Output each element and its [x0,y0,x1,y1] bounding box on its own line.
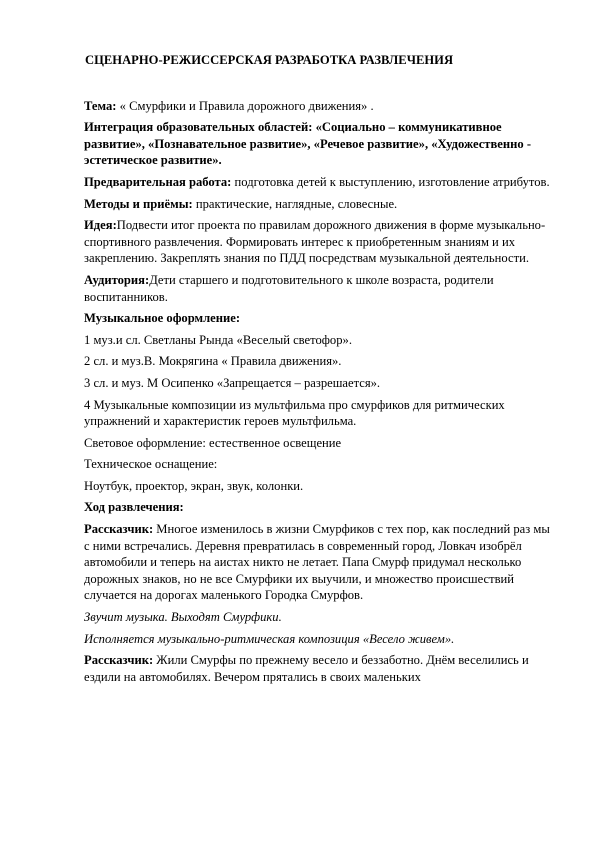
equipment-label: Техническое оснащение: [84,457,218,472]
narrator-label: Рассказчик: [84,653,154,668]
audience-value: Дети старшего и подготовительного к школе возраста, родители воспитанников. [84,272,494,304]
idea-label: Идея: [84,218,117,233]
music-item: 2 сл. и муз.В. Мокрягина « Правила движения». [84,354,342,369]
music-item: 4 Музыкальные композиции из мультфильма про смурфиков для ритмических упражнений и характеристик героев мультфильма. [84,397,505,429]
document-title: СЦЕНАРНО-РЕЖИССЕРСКАЯ РАЗРАБОТКА РАЗВЛЕЧЕНИЯ [85,53,454,67]
document-page [84,52,556,690]
integration-paragraph [84,119,556,169]
music-heading: Музыкальное оформление: [84,311,241,326]
stage-direction: Звучит музыка. Выходят Смурфики. [84,610,282,625]
integration-value: «Социально – коммуникативное развитие», «Познавательное развитие», «Речевое развитие», «Художественно - эстетическое развитие». [84,120,532,168]
preparation-value: подготовка детей к выступлению, изготовление атрибутов. [231,174,550,189]
audience-label: Аудитория: [84,272,150,287]
stage-direction: Исполняется музыкально-ритмическая композиция «Весело живем». [84,631,455,646]
narrator-text: Многое изменилось в жизни Смурфиков с тех пор, как последний раз мы с ними встречались. Деревня превратилась в современный город, Ловкач изобрёл автомобили и теперь на аистах никто не летает. Папа Смурф придумал несколько дорожных знаков, но не все Смурфики их выучили, и множество происшествий случается на дорогах маленького Городка Смурфов. [84,522,550,603]
preparation-label: Предварительная работа: [84,174,232,189]
methods-label: Методы и приёмы: [84,196,193,211]
methods-paragraph [84,196,556,213]
equipment-value: Ноутбук, проектор, экран, звук, колонки. [84,478,304,493]
theme-label: Тема: [84,98,117,113]
course-heading: Ход развлечения: [84,500,184,515]
theme-paragraph [84,98,556,115]
narrator-paragraph-1 [84,521,556,604]
music-item: 3 сл. и муз. М Осипенко «Запрещается – разрешается». [84,375,381,390]
theme-value: « Смурфики и Правила дорожного движения» . [116,98,374,113]
lighting-paragraph: Световое оформление: естественное освещение [84,435,342,450]
methods-value: практические, наглядные, словесные. [192,196,398,211]
integration-label: Интеграция образовательных областей: [84,120,313,135]
narrator-paragraph-2 [84,652,556,685]
idea-value: Подвести итог проекта по правилам дорожного движения в форме музыкально-спортивного развлечения. Формировать интерес к приобретенным знаниям и их закреплению. Закреплять знания по ПДД посредствам музыкальной деятельности. [84,218,546,266]
audience-paragraph [84,272,556,305]
narrator-label: Рассказчик: [84,522,154,537]
idea-paragraph [84,217,556,267]
narrator-text: Жили Смурфы по прежнему весело и беззаботно. Днём веселились и ездили на автомобилях. Вечером прятались в своих маленьких [84,653,529,684]
preparation-paragraph [84,174,556,191]
music-item: 1 муз.и сл. Светланы Рында «Веселый светофор». [84,332,352,347]
